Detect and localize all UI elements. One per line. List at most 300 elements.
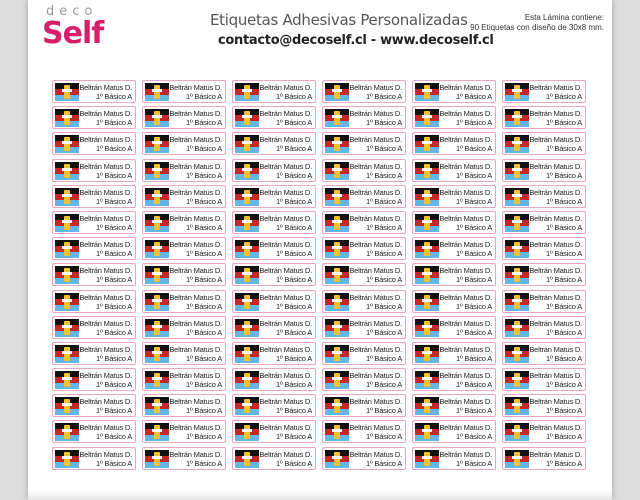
label-name: Beltrán Matus D. (349, 423, 402, 433)
label-name: Beltrán Matus D. (529, 397, 582, 407)
school-crest-flag-icon (55, 345, 79, 363)
label-name: Beltrán Matus D. (259, 83, 312, 92)
school-crest-flag-icon (235, 266, 259, 284)
label-item (412, 185, 496, 208)
label-item (52, 80, 136, 103)
label-name: Beltrán Matus D. (259, 213, 312, 223)
school-crest-flag-icon (505, 371, 529, 389)
school-crest-flag-icon (325, 397, 349, 415)
label-item (232, 80, 316, 103)
school-crest-flag-icon (505, 162, 529, 180)
label-grade: 1º Básico A (186, 380, 222, 390)
label-item (322, 263, 406, 286)
label-grade: 1º Básico A (366, 118, 402, 128)
label-name: Beltrán Matus D. (349, 83, 402, 92)
school-crest-flag-icon (145, 371, 169, 389)
label-grade: 1º Básico A (456, 353, 492, 363)
label-grade: 1º Básico A (96, 327, 132, 337)
label-name: Beltrán Matus D. (259, 344, 312, 354)
school-crest-flag-icon (505, 293, 529, 311)
label-grade: 1º Básico A (96, 170, 132, 180)
school-crest-flag-icon (415, 135, 439, 153)
label-name: Beltrán Matus D. (259, 187, 312, 197)
label-grade: 1º Básico A (186, 196, 222, 206)
label-name: Beltrán Matus D. (259, 240, 312, 250)
label-name: Beltrán Matus D. (169, 240, 222, 250)
label-item (412, 132, 496, 155)
label-grade: 1º Básico A (366, 196, 402, 206)
label-name: Beltrán Matus D. (439, 266, 492, 276)
school-crest-flag-icon (55, 397, 79, 415)
label-name: Beltrán Matus D. (349, 240, 402, 250)
label-grade: 1º Básico A (546, 353, 582, 363)
label-grade: 1º Básico A (96, 196, 132, 206)
label-grade: 1º Básico A (186, 249, 222, 259)
label-item (502, 106, 586, 129)
label-grade: 1º Básico A (96, 406, 132, 416)
school-crest-flag-icon (415, 293, 439, 311)
school-crest-flag-icon (505, 319, 529, 337)
label-name: Beltrán Matus D. (529, 423, 582, 433)
label-item (232, 159, 316, 182)
label-name: Beltrán Matus D. (79, 344, 132, 354)
label-item (322, 316, 406, 339)
label-item (52, 106, 136, 129)
label-item (502, 368, 586, 391)
label-name: Beltrán Matus D. (529, 83, 582, 92)
label-name: Beltrán Matus D. (79, 449, 132, 459)
sheet-info-line2: 90 Etiquetas con diseño de 30x8 mm. (470, 23, 604, 32)
label-item (52, 447, 136, 470)
label-item (502, 132, 586, 155)
label-grade: 1º Básico A (366, 458, 402, 468)
school-crest-flag-icon (55, 135, 79, 153)
school-crest-flag-icon (415, 345, 439, 363)
label-item (502, 159, 586, 182)
label-name: Beltrán Matus D. (439, 83, 492, 92)
school-crest-flag-icon (55, 423, 79, 441)
label-item (322, 420, 406, 443)
label-name: Beltrán Matus D. (79, 161, 132, 171)
school-crest-flag-icon (325, 450, 349, 468)
label-item (502, 80, 586, 103)
label-grade: 1º Básico A (186, 432, 222, 442)
label-grade: 1º Básico A (276, 301, 312, 311)
label-grade: 1º Básico A (96, 249, 132, 259)
label-item (52, 263, 136, 286)
label-grade: 1º Básico A (546, 118, 582, 128)
label-item (52, 394, 136, 417)
label-name: Beltrán Matus D. (169, 344, 222, 354)
label-item (322, 368, 406, 391)
label-grade: 1º Básico A (186, 118, 222, 128)
label-name: Beltrán Matus D. (169, 318, 222, 328)
school-crest-flag-icon (505, 214, 529, 232)
label-name: Beltrán Matus D. (79, 292, 132, 302)
school-crest-flag-icon (235, 423, 259, 441)
label-name: Beltrán Matus D. (349, 266, 402, 276)
label-item (142, 316, 226, 339)
label-grade: 1º Básico A (96, 275, 132, 285)
school-crest-flag-icon (505, 188, 529, 206)
label-grade: 1º Básico A (366, 170, 402, 180)
label-item (322, 290, 406, 313)
label-name: Beltrán Matus D. (259, 161, 312, 171)
label-grade: 1º Básico A (546, 196, 582, 206)
label-grade: 1º Básico A (96, 458, 132, 468)
label-name: Beltrán Matus D. (349, 109, 402, 119)
school-crest-flag-icon (55, 240, 79, 258)
label-grade: 1º Básico A (456, 196, 492, 206)
label-grade: 1º Básico A (546, 380, 582, 390)
school-crest-flag-icon (415, 266, 439, 284)
label-grade: 1º Básico A (96, 432, 132, 442)
school-crest-flag-icon (505, 397, 529, 415)
label-grade: 1º Básico A (276, 92, 312, 101)
school-crest-flag-icon (325, 83, 349, 101)
label-grade: 1º Básico A (546, 406, 582, 416)
school-crest-flag-icon (235, 240, 259, 258)
label-name: Beltrán Matus D. (259, 109, 312, 119)
logo-self-text: Self (42, 16, 104, 51)
school-crest-flag-icon (415, 162, 439, 180)
label-item (142, 290, 226, 313)
label-grade: 1º Básico A (456, 118, 492, 128)
label-name: Beltrán Matus D. (349, 187, 402, 197)
label-name: Beltrán Matus D. (79, 423, 132, 433)
label-grade: 1º Básico A (96, 92, 132, 101)
label-grade: 1º Básico A (96, 144, 132, 154)
label-item (412, 263, 496, 286)
label-grade: 1º Básico A (186, 92, 222, 101)
label-name: Beltrán Matus D. (529, 344, 582, 354)
label-item (412, 394, 496, 417)
label-item (502, 263, 586, 286)
school-crest-flag-icon (55, 188, 79, 206)
school-crest-flag-icon (325, 240, 349, 258)
school-crest-flag-icon (235, 214, 259, 232)
label-grade: 1º Básico A (456, 222, 492, 232)
label-name: Beltrán Matus D. (259, 371, 312, 381)
label-item (232, 420, 316, 443)
label-item (502, 420, 586, 443)
school-crest-flag-icon (145, 450, 169, 468)
label-item (412, 447, 496, 470)
label-name: Beltrán Matus D. (439, 318, 492, 328)
school-crest-flag-icon (235, 83, 259, 101)
label-item (52, 237, 136, 260)
label-item (412, 106, 496, 129)
label-item (232, 185, 316, 208)
label-grade: 1º Básico A (546, 327, 582, 337)
school-crest-flag-icon (235, 397, 259, 415)
label-name: Beltrán Matus D. (529, 318, 582, 328)
label-item (142, 342, 226, 365)
school-crest-flag-icon (55, 83, 79, 101)
label-item (52, 185, 136, 208)
school-crest-flag-icon (415, 109, 439, 127)
label-item (412, 342, 496, 365)
label-grade: 1º Básico A (456, 406, 492, 416)
label-item (232, 263, 316, 286)
label-name: Beltrán Matus D. (529, 135, 582, 145)
label-item (142, 106, 226, 129)
school-crest-flag-icon (415, 188, 439, 206)
label-item (232, 368, 316, 391)
label-name: Beltrán Matus D. (169, 135, 222, 145)
school-crest-flag-icon (415, 371, 439, 389)
label-grade: 1º Básico A (276, 144, 312, 154)
label-name: Beltrán Matus D. (529, 292, 582, 302)
school-crest-flag-icon (325, 266, 349, 284)
label-grade: 1º Básico A (456, 380, 492, 390)
label-name: Beltrán Matus D. (439, 397, 492, 407)
label-name: Beltrán Matus D. (349, 318, 402, 328)
label-item (52, 342, 136, 365)
label-item (142, 237, 226, 260)
label-name: Beltrán Matus D. (79, 371, 132, 381)
label-item (502, 290, 586, 313)
label-item (502, 447, 586, 470)
label-item (502, 316, 586, 339)
label-grade: 1º Básico A (546, 144, 582, 154)
label-item (142, 80, 226, 103)
label-grade: 1º Básico A (186, 170, 222, 180)
label-item (322, 237, 406, 260)
label-name: Beltrán Matus D. (349, 292, 402, 302)
label-name: Beltrán Matus D. (169, 423, 222, 433)
school-crest-flag-icon (235, 135, 259, 153)
school-crest-flag-icon (145, 266, 169, 284)
school-crest-flag-icon (145, 109, 169, 127)
label-name: Beltrán Matus D. (349, 397, 402, 407)
label-grade: 1º Básico A (276, 222, 312, 232)
label-name: Beltrán Matus D. (79, 187, 132, 197)
decoself-logo (42, 4, 112, 50)
label-grade: 1º Básico A (96, 380, 132, 390)
label-name: Beltrán Matus D. (439, 109, 492, 119)
school-crest-flag-icon (145, 423, 169, 441)
label-item (322, 211, 406, 234)
label-name: Beltrán Matus D. (439, 423, 492, 433)
label-grade: 1º Básico A (366, 380, 402, 390)
label-name: Beltrán Matus D. (439, 449, 492, 459)
school-crest-flag-icon (505, 109, 529, 127)
label-item (232, 211, 316, 234)
school-crest-flag-icon (325, 319, 349, 337)
label-item (412, 316, 496, 339)
school-crest-flag-icon (325, 423, 349, 441)
label-grade: 1º Básico A (546, 432, 582, 442)
label-name: Beltrán Matus D. (259, 318, 312, 328)
label-name: Beltrán Matus D. (169, 83, 222, 92)
label-grade: 1º Básico A (276, 380, 312, 390)
label-item (52, 159, 136, 182)
label-item (412, 159, 496, 182)
label-item (142, 132, 226, 155)
school-crest-flag-icon (145, 240, 169, 258)
school-crest-flag-icon (55, 319, 79, 337)
label-item (142, 185, 226, 208)
label-item (232, 106, 316, 129)
school-crest-flag-icon (415, 319, 439, 337)
school-crest-flag-icon (145, 214, 169, 232)
label-item (412, 80, 496, 103)
label-grade: 1º Básico A (366, 353, 402, 363)
label-name: Beltrán Matus D. (529, 213, 582, 223)
label-item (502, 211, 586, 234)
school-crest-flag-icon (415, 423, 439, 441)
label-name: Beltrán Matus D. (349, 344, 402, 354)
label-item (232, 316, 316, 339)
label-grade: 1º Básico A (456, 458, 492, 468)
contact-line: contacto@decoself.cl - www.decoself.cl (218, 33, 494, 48)
school-crest-flag-icon (505, 240, 529, 258)
label-item (322, 447, 406, 470)
label-item (142, 368, 226, 391)
sheet-info (470, 13, 604, 33)
school-crest-flag-icon (235, 450, 259, 468)
label-grade: 1º Básico A (186, 327, 222, 337)
school-crest-flag-icon (325, 214, 349, 232)
label-grade: 1º Básico A (546, 249, 582, 259)
label-item (322, 159, 406, 182)
school-crest-flag-icon (325, 345, 349, 363)
school-crest-flag-icon (235, 109, 259, 127)
label-item (232, 447, 316, 470)
label-name: Beltrán Matus D. (349, 135, 402, 145)
school-crest-flag-icon (505, 83, 529, 101)
label-name: Beltrán Matus D. (349, 213, 402, 223)
school-crest-flag-icon (55, 266, 79, 284)
school-crest-flag-icon (145, 397, 169, 415)
school-crest-flag-icon (415, 397, 439, 415)
label-name: Beltrán Matus D. (349, 449, 402, 459)
school-crest-flag-icon (145, 293, 169, 311)
logo-deco-text: deco (46, 4, 98, 19)
label-grade: 1º Básico A (456, 249, 492, 259)
label-grade: 1º Básico A (276, 170, 312, 180)
school-crest-flag-icon (235, 345, 259, 363)
school-crest-flag-icon (55, 371, 79, 389)
label-name: Beltrán Matus D. (439, 161, 492, 171)
school-crest-flag-icon (235, 188, 259, 206)
label-name: Beltrán Matus D. (439, 292, 492, 302)
school-crest-flag-icon (505, 450, 529, 468)
label-item (52, 132, 136, 155)
label-item (232, 394, 316, 417)
label-grade: 1º Básico A (366, 275, 402, 285)
label-name: Beltrán Matus D. (439, 344, 492, 354)
label-item (412, 368, 496, 391)
label-item (52, 368, 136, 391)
school-crest-flag-icon (415, 240, 439, 258)
school-crest-flag-icon (505, 135, 529, 153)
label-grade: 1º Básico A (366, 301, 402, 311)
school-crest-flag-icon (325, 109, 349, 127)
label-grade: 1º Básico A (96, 353, 132, 363)
label-name: Beltrán Matus D. (439, 213, 492, 223)
school-crest-flag-icon (55, 162, 79, 180)
school-crest-flag-icon (235, 319, 259, 337)
label-name: Beltrán Matus D. (169, 292, 222, 302)
label-sheet (28, 0, 612, 500)
label-name: Beltrán Matus D. (79, 135, 132, 145)
label-grade: 1º Básico A (186, 275, 222, 285)
school-crest-flag-icon (55, 293, 79, 311)
label-grade: 1º Básico A (96, 222, 132, 232)
label-item (322, 132, 406, 155)
label-grade: 1º Básico A (186, 301, 222, 311)
label-grade: 1º Básico A (546, 301, 582, 311)
label-grade: 1º Básico A (456, 275, 492, 285)
school-crest-flag-icon (325, 162, 349, 180)
school-crest-flag-icon (505, 345, 529, 363)
label-item (232, 290, 316, 313)
label-grid (52, 80, 586, 470)
label-item (412, 420, 496, 443)
label-name: Beltrán Matus D. (169, 371, 222, 381)
school-crest-flag-icon (55, 109, 79, 127)
label-grade: 1º Básico A (546, 458, 582, 468)
label-name: Beltrán Matus D. (259, 292, 312, 302)
label-item (142, 211, 226, 234)
label-item (322, 394, 406, 417)
label-item (412, 237, 496, 260)
label-item (322, 342, 406, 365)
label-item (502, 394, 586, 417)
label-grade: 1º Básico A (456, 432, 492, 442)
school-crest-flag-icon (505, 266, 529, 284)
label-name: Beltrán Matus D. (529, 109, 582, 119)
label-name: Beltrán Matus D. (79, 240, 132, 250)
label-name: Beltrán Matus D. (349, 161, 402, 171)
label-name: Beltrán Matus D. (79, 109, 132, 119)
school-crest-flag-icon (325, 293, 349, 311)
label-grade: 1º Básico A (276, 406, 312, 416)
label-name: Beltrán Matus D. (259, 266, 312, 276)
label-name: Beltrán Matus D. (529, 161, 582, 171)
label-grade: 1º Básico A (366, 327, 402, 337)
label-name: Beltrán Matus D. (529, 266, 582, 276)
school-crest-flag-icon (145, 319, 169, 337)
label-grade: 1º Básico A (96, 301, 132, 311)
label-name: Beltrán Matus D. (169, 213, 222, 223)
label-name: Beltrán Matus D. (169, 187, 222, 197)
school-crest-flag-icon (145, 83, 169, 101)
label-grade: 1º Básico A (366, 92, 402, 101)
school-crest-flag-icon (415, 450, 439, 468)
label-grade: 1º Básico A (366, 249, 402, 259)
label-item (142, 420, 226, 443)
label-name: Beltrán Matus D. (169, 397, 222, 407)
label-name: Beltrán Matus D. (79, 266, 132, 276)
label-grade: 1º Básico A (186, 406, 222, 416)
label-grade: 1º Básico A (276, 118, 312, 128)
page-title: Etiquetas Adhesivas Personalizadas (210, 11, 468, 29)
label-item (502, 185, 586, 208)
label-name: Beltrán Matus D. (79, 83, 132, 92)
label-grade: 1º Básico A (186, 353, 222, 363)
label-item (322, 185, 406, 208)
label-name: Beltrán Matus D. (259, 135, 312, 145)
school-crest-flag-icon (235, 162, 259, 180)
label-item (52, 316, 136, 339)
label-item (232, 342, 316, 365)
label-name: Beltrán Matus D. (169, 449, 222, 459)
label-grade: 1º Básico A (366, 406, 402, 416)
label-grade: 1º Básico A (546, 170, 582, 180)
